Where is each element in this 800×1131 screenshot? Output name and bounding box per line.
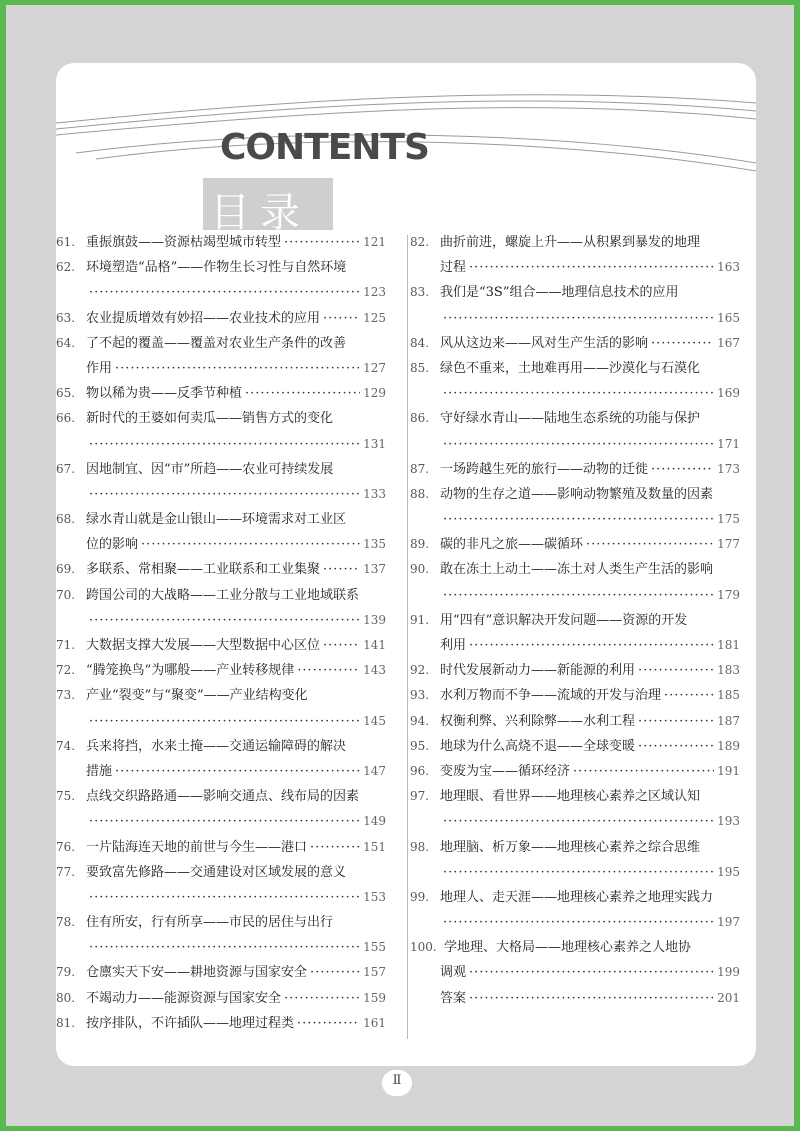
- toc-entry-line: [410, 935, 740, 960]
- toc-entry-title: 调观: [440, 965, 467, 981]
- leader-dots: [443, 432, 714, 457]
- leader-dots: [638, 658, 714, 683]
- toc-entry[interactable]: [56, 255, 386, 305]
- toc-entry-number: 61.: [56, 235, 76, 249]
- toc-entry-number: 85.: [410, 360, 430, 375]
- toc-entry-title: 环境塑造“品格”——作物生长习性与自然环境: [86, 260, 347, 276]
- toc-entry-number: 92.: [410, 663, 430, 678]
- toc-entry-title: 物以稀为贵——反季节种植: [86, 386, 243, 402]
- toc-entry-title: 守好绿水青山——陆地生态系统的功能与保护: [440, 411, 701, 427]
- toc-entry[interactable]: [410, 532, 740, 557]
- leader-dots: [284, 230, 360, 255]
- toc-entry-title: 住有所安，行有所享——市民的居住与出行: [86, 915, 334, 931]
- leader-dots: [586, 532, 714, 557]
- toc-entry-line: [410, 432, 740, 457]
- toc-entry-line: [410, 532, 740, 557]
- toc-entry-line: [410, 633, 740, 658]
- leader-dots: [89, 482, 360, 507]
- toc-entry-title: 过程: [440, 260, 467, 276]
- leader-dots: [310, 835, 360, 860]
- leader-dots: [323, 557, 360, 582]
- toc-entry-number: 82.: [410, 235, 430, 249]
- toc-entry-line: [56, 306, 386, 331]
- toc-entry-line: [56, 683, 386, 708]
- leader-dots: [443, 583, 714, 608]
- toc-entry-line: [410, 759, 740, 784]
- toc-entry-line: [410, 734, 740, 759]
- toc-entry-page: 157: [363, 965, 386, 980]
- toc-entry[interactable]: [410, 406, 740, 456]
- toc-entry-line: [56, 608, 386, 633]
- toc-entry-line: [56, 482, 386, 507]
- toc-entry-number: 78.: [56, 915, 76, 930]
- toc-entry-page: 171: [717, 436, 740, 451]
- toc-entry-page: 127: [363, 360, 386, 375]
- toc-entry[interactable]: [410, 457, 740, 482]
- toc-entry-page: 141: [363, 638, 386, 652]
- toc-entry[interactable]: [410, 784, 740, 834]
- toc-entry-title: 新时代的王婆如何卖瓜——销售方式的变化: [86, 411, 334, 427]
- toc-entry-title: 大数据支撑大发展——大型数据中心区位: [86, 638, 321, 653]
- toc-entry-line: [410, 280, 740, 305]
- leader-dots: [89, 608, 360, 633]
- toc-entry-page: 125: [363, 310, 386, 325]
- leader-dots: [323, 306, 360, 331]
- leader-dots: [141, 532, 360, 557]
- toc-entry-title: 不竭动力——能源资源与国家安全: [86, 990, 282, 1006]
- toc-entry-title: 答案: [440, 990, 467, 1006]
- page-number: Ⅱ: [392, 1073, 402, 1088]
- toc-entry[interactable]: [56, 683, 386, 733]
- toc-entry[interactable]: [410, 835, 740, 885]
- toc-entry[interactable]: [410, 935, 740, 985]
- toc-entry[interactable]: [56, 583, 386, 633]
- toc-entry-page: 123: [363, 285, 386, 300]
- toc-entry[interactable]: [410, 557, 740, 607]
- toc-entry-title: 作用: [86, 360, 113, 376]
- toc-entry-page: 145: [363, 713, 386, 728]
- leader-dots: [89, 280, 360, 305]
- leader-dots: [443, 910, 714, 935]
- toc-entry-page: 193: [717, 814, 740, 829]
- toc-entry-number: 98.: [410, 839, 430, 854]
- toc-entry[interactable]: [56, 1011, 386, 1036]
- toc-entry-title: 利用: [440, 638, 467, 653]
- toc-entry-number: 74.: [56, 738, 76, 753]
- leader-dots: [297, 1011, 360, 1036]
- toc-entry[interactable]: [410, 734, 740, 759]
- toc-entry-title: 绿色不重来，土地难再用——沙漠化与石漠化: [440, 360, 701, 376]
- leader-dots: [638, 734, 714, 759]
- toc-entry[interactable]: [410, 230, 740, 280]
- toc-entry[interactable]: [410, 331, 740, 356]
- toc-entry-number: 87.: [410, 461, 430, 476]
- toc-entry-page: 163: [717, 260, 740, 275]
- toc-entry-title: 水利万物而不争——流域的开发与治理: [440, 688, 662, 704]
- toc-entry-line: [56, 255, 386, 280]
- leader-dots: [573, 759, 714, 784]
- toc-entry-number: 76.: [56, 839, 76, 854]
- toc-entry[interactable]: [56, 633, 386, 658]
- toc-entry-page: 175: [717, 512, 740, 527]
- leader-dots: [651, 331, 714, 356]
- toc-entry-line: [56, 356, 386, 381]
- toc-entry[interactable]: [56, 507, 386, 557]
- toc-entry[interactable]: [410, 356, 740, 406]
- toc-entry-number: 94.: [410, 713, 430, 728]
- toc-entry-line: [56, 935, 386, 960]
- leader-dots: [115, 356, 360, 381]
- toc-entry-line: [410, 986, 740, 1011]
- toc-entry-line: [410, 406, 740, 431]
- toc-entry-number: 90.: [410, 562, 430, 577]
- toc-entry[interactable]: [56, 381, 386, 406]
- toc-entry-title: 地理脑、析万象——地理核心素养之综合思维: [440, 839, 701, 855]
- leader-dots: [310, 960, 360, 985]
- toc-entry-number: 77.: [56, 864, 76, 879]
- leader-dots: [284, 986, 360, 1011]
- toc-entry-page: 143: [363, 663, 386, 678]
- toc-entry-line: [56, 557, 386, 582]
- leader-dots: [323, 633, 360, 658]
- toc-entry-page: 133: [363, 486, 386, 501]
- toc-entry-page: 201: [717, 990, 740, 1005]
- title-chinese: 目录: [210, 190, 310, 236]
- toc-entry-line: [410, 306, 740, 331]
- toc-entry-number: 96.: [410, 763, 430, 778]
- toc-entry-line: [410, 709, 740, 734]
- toc-entry-page: 153: [363, 889, 386, 904]
- toc-entry-number: 83.: [410, 285, 430, 300]
- leader-dots: [469, 255, 714, 280]
- toc-entry-line: [56, 784, 386, 809]
- toc-entry-number: 67.: [56, 461, 76, 476]
- toc-entry-title: 了不起的覆盖——覆盖对农业生产条件的改善: [86, 335, 347, 351]
- toc-entry-title: 权衡利弊、兴利除弊——水利工程: [440, 713, 636, 729]
- toc-entry-line: [56, 331, 386, 356]
- toc-entry-line: [410, 683, 740, 708]
- toc-entry-line: [56, 230, 386, 255]
- toc-entry[interactable]: [410, 986, 740, 1011]
- toc-entry[interactable]: [56, 557, 386, 582]
- toc-entry[interactable]: [56, 784, 386, 834]
- leader-dots: [443, 306, 714, 331]
- toc-entry-title: 风从这边来——风对生产生活的影响: [440, 335, 649, 351]
- toc-entry-line: [56, 986, 386, 1011]
- toc-entry-page: 173: [717, 461, 740, 476]
- toc-entry-line: [410, 507, 740, 532]
- toc-entry-page: 151: [363, 839, 386, 854]
- toc-entry-number: 86.: [410, 411, 430, 426]
- toc-entry[interactable]: [410, 885, 740, 935]
- leader-dots: [469, 633, 714, 658]
- toc-entry-line: [56, 734, 386, 759]
- toc-entry[interactable]: [410, 280, 740, 330]
- toc-entry-line: [410, 658, 740, 683]
- toc-entry[interactable]: [410, 709, 740, 734]
- leader-dots: [115, 759, 360, 784]
- toc-entry-page: 131: [363, 436, 386, 451]
- toc-entry-number: 89.: [410, 537, 430, 552]
- toc-entry[interactable]: [56, 306, 386, 331]
- toc-entry-line: [56, 860, 386, 885]
- toc-entry-title: 碳的非凡之旅——碳循环: [440, 537, 584, 553]
- leader-dots: [89, 432, 360, 457]
- toc-entry-number: 91.: [410, 612, 430, 627]
- toc-entry-page: 159: [363, 990, 386, 1005]
- leader-dots: [89, 935, 360, 960]
- toc-entry[interactable]: [410, 482, 740, 532]
- toc-entry-line: [410, 583, 740, 608]
- toc-entry-line: [56, 532, 386, 557]
- toc-entry-line: [56, 1011, 386, 1036]
- toc-column-right: [410, 230, 740, 1011]
- toc-entry[interactable]: [56, 835, 386, 860]
- toc-entry-title: 兵来将挡，水来土掩——交通运输障碍的解决: [86, 738, 347, 754]
- toc-entry[interactable]: [56, 960, 386, 985]
- toc-entry-number: 64.: [56, 335, 76, 350]
- toc-entry[interactable]: [56, 910, 386, 960]
- toc-entry-number: 75.: [56, 789, 76, 804]
- toc-entry-line: [56, 280, 386, 305]
- toc-entry-title: 我们是“3S”组合——地理信息技术的应用: [440, 285, 679, 301]
- toc-entry[interactable]: [56, 230, 386, 255]
- toc-entry-line: [56, 381, 386, 406]
- toc-entry-number: 84.: [410, 335, 430, 350]
- leader-dots: [89, 809, 360, 834]
- toc-entry-line: [410, 860, 740, 885]
- toc-entry-number: 72.: [56, 663, 76, 678]
- toc-entry-number: 99.: [410, 889, 430, 904]
- leader-dots: [89, 709, 360, 734]
- leader-dots: [245, 381, 360, 406]
- toc-entry-line: [56, 835, 386, 860]
- toc-entry-line: [56, 759, 386, 784]
- toc-entry-number: 81.: [56, 1015, 76, 1030]
- toc-entry-line: [56, 658, 386, 683]
- toc-entry-line: [56, 885, 386, 910]
- toc-entry-title: 仓廪实天下安——耕地资源与国家安全: [86, 965, 308, 981]
- toc-entry-title: 绿水青山就是金山银山——环境需求对工业区: [86, 512, 347, 528]
- toc-entry-page: 165: [717, 310, 740, 325]
- toc-entry-number: 97.: [410, 789, 430, 804]
- toc-entry-page: 161: [363, 1015, 386, 1030]
- toc-entry-line: [56, 960, 386, 985]
- toc-entry-page: 181: [717, 638, 740, 652]
- toc-entry-title: 多联系、常相聚——工业联系和工业集聚: [86, 562, 321, 578]
- toc-entry[interactable]: [56, 986, 386, 1011]
- toc-entry[interactable]: [410, 658, 740, 683]
- toc-entry-line: [56, 457, 386, 482]
- toc-entry-line: [56, 709, 386, 734]
- toc-entry-number: 70.: [56, 587, 76, 602]
- toc-entry[interactable]: [56, 658, 386, 683]
- leader-dots: [469, 986, 714, 1011]
- toc-entry-line: [410, 809, 740, 834]
- toc-entry-line: [410, 255, 740, 280]
- leader-dots: [443, 860, 714, 885]
- toc-entry-page: 195: [717, 864, 740, 879]
- toc-entry-title: 重振旗鼓——资源枯竭型城市转型: [86, 235, 282, 250]
- toc-entry-line: [56, 633, 386, 658]
- toc-entry-page: 185: [717, 688, 740, 703]
- toc-entry-title: 时代发展新动力——新能源的利用: [440, 663, 636, 679]
- toc-entry[interactable]: [56, 734, 386, 784]
- toc-entry-line: [56, 432, 386, 457]
- toc-entry-line: [56, 910, 386, 935]
- toc-entry-line: [410, 356, 740, 381]
- toc-entry-line: [410, 230, 740, 255]
- leader-dots: [651, 457, 714, 482]
- toc-entry-title: 地理眼、看世界——地理核心素养之区域认知: [440, 789, 701, 805]
- leader-dots: [638, 709, 714, 734]
- leader-dots: [443, 507, 714, 532]
- toc-entry-line: [410, 457, 740, 482]
- toc-entry-number: [410, 986, 440, 1011]
- toc-entry-title: 敢在冻土上动土——冻土对人类生产生活的影响: [440, 562, 714, 578]
- toc-column-left: [56, 230, 386, 1036]
- toc-entry-line: [410, 910, 740, 935]
- column-divider: [407, 235, 408, 1039]
- header: [56, 63, 756, 243]
- toc-entry-title: 要致富先修路——交通建设对区域发展的意义: [86, 864, 347, 880]
- toc-entry-number: 68.: [56, 512, 76, 527]
- toc-entry-line: [410, 885, 740, 910]
- leader-dots: [664, 683, 714, 708]
- toc-entry-title: 一场跨越生死的旅行——动物的迁徙: [440, 461, 649, 477]
- toc-entry-number: 69.: [56, 562, 76, 577]
- toc-entry-title: 用“四有”意识解决开发问题——资源的开发: [440, 612, 688, 628]
- toc-entry[interactable]: [410, 683, 740, 708]
- toc-entry-line: [410, 608, 740, 633]
- toc-entry-number: 95.: [410, 738, 430, 753]
- toc-entry-title: 措施: [86, 763, 113, 779]
- toc-entry-title: 一片陆海连天地的前世与今生——港口: [86, 839, 308, 855]
- toc-entry-page: 149: [363, 814, 386, 829]
- toc-entry-title: 变废为宝——循环经济: [440, 763, 571, 779]
- toc-entry-title: 产业“裂变”与“聚变”——产业结构变化: [86, 688, 308, 704]
- leader-dots: [443, 381, 714, 406]
- toc-entry-number: 63.: [56, 310, 76, 325]
- toc-entry-number: 88.: [410, 486, 430, 501]
- toc-entry-title: 农业提质增效有妙招——农业技术的应用: [86, 310, 321, 326]
- toc-entry[interactable]: [56, 331, 386, 381]
- toc-entry-title: 因地制宜、因“市”所趋——农业可持续发展: [86, 461, 334, 477]
- toc-entry[interactable]: [56, 860, 386, 910]
- toc-entry-page: 147: [363, 763, 386, 778]
- toc-entry-line: [410, 381, 740, 406]
- toc-entry-title: 地理人、走天涯——地理核心素养之地理实践力: [440, 889, 714, 905]
- toc-entry-line: [410, 835, 740, 860]
- toc-entry-page: 129: [363, 386, 386, 401]
- leader-dots: [469, 960, 714, 985]
- toc-entry-title: 学地理、大格局——地理核心素养之人地协: [444, 940, 692, 956]
- toc-entry[interactable]: [56, 457, 386, 507]
- toc-entry-page: 179: [717, 587, 740, 602]
- toc-entry-title: 曲折前进，螺旋上升——从积累到暴发的地理: [440, 235, 701, 250]
- toc-entry-title: “腾笼换鸟”为哪般——产业转移规律: [86, 663, 295, 679]
- toc-entry-line: [410, 960, 740, 985]
- leader-dots: [297, 658, 360, 683]
- toc-entry-line: [56, 406, 386, 431]
- toc-entry-title: 跨国公司的大战略——工业分散与工业地域联系: [86, 587, 360, 603]
- toc-entry-line: [410, 482, 740, 507]
- toc-entry-page: 169: [717, 386, 740, 401]
- toc-entry-number: 62.: [56, 260, 76, 275]
- toc-entry-title: 动物的生存之道——影响动物繁殖及数量的因素: [440, 486, 714, 502]
- toc-entry-number: 73.: [56, 688, 76, 703]
- toc-entry-line: [410, 331, 740, 356]
- toc-entry[interactable]: [410, 759, 740, 784]
- toc-entry-line: [410, 557, 740, 582]
- toc-entry-page: 121: [363, 235, 386, 249]
- toc-entry-line: [56, 583, 386, 608]
- toc-entry[interactable]: [410, 608, 740, 658]
- toc-entry-page: 191: [717, 763, 740, 778]
- leader-dots: [89, 885, 360, 910]
- toc-entry-number: 93.: [410, 688, 430, 703]
- toc-entry-page: 183: [717, 663, 740, 678]
- toc-entry-title: 点线交织路路通——影响交通点、线布局的因素: [86, 789, 360, 805]
- leader-dots: [443, 809, 714, 834]
- toc-entry-number: 71.: [56, 638, 76, 652]
- toc-entry-number: 65.: [56, 386, 76, 401]
- toc-entry-page: 187: [717, 713, 740, 728]
- toc-entry-number: 80.: [56, 990, 76, 1005]
- toc-entry-number: 66.: [56, 411, 76, 426]
- toc-entry[interactable]: [56, 406, 386, 456]
- toc-entry-number: 100.: [410, 940, 437, 955]
- title-english: CONTENTS: [220, 127, 429, 168]
- toc-entry-page: 199: [717, 965, 740, 980]
- toc-entry-page: 189: [717, 738, 740, 753]
- toc-entry-page: 137: [363, 562, 386, 577]
- toc-entry-title: 地球为什么高烧不退——全球变暖: [440, 738, 636, 754]
- toc-entry-page: 155: [363, 940, 386, 955]
- toc-entry-page: 139: [363, 612, 386, 627]
- toc-entry-line: [56, 809, 386, 834]
- toc-entry-line: [410, 784, 740, 809]
- toc-entry-page: 197: [717, 915, 740, 930]
- toc-entry-number: 79.: [56, 965, 76, 980]
- toc-entry-title: 位的影响: [86, 537, 139, 553]
- toc-entry-title: 按序排队，不许插队——地理过程类: [86, 1015, 295, 1031]
- toc-entry-page: 167: [717, 335, 740, 350]
- toc-entry-page: 135: [363, 537, 386, 552]
- toc-entry-line: [56, 507, 386, 532]
- toc-entry-page: 177: [717, 537, 740, 552]
